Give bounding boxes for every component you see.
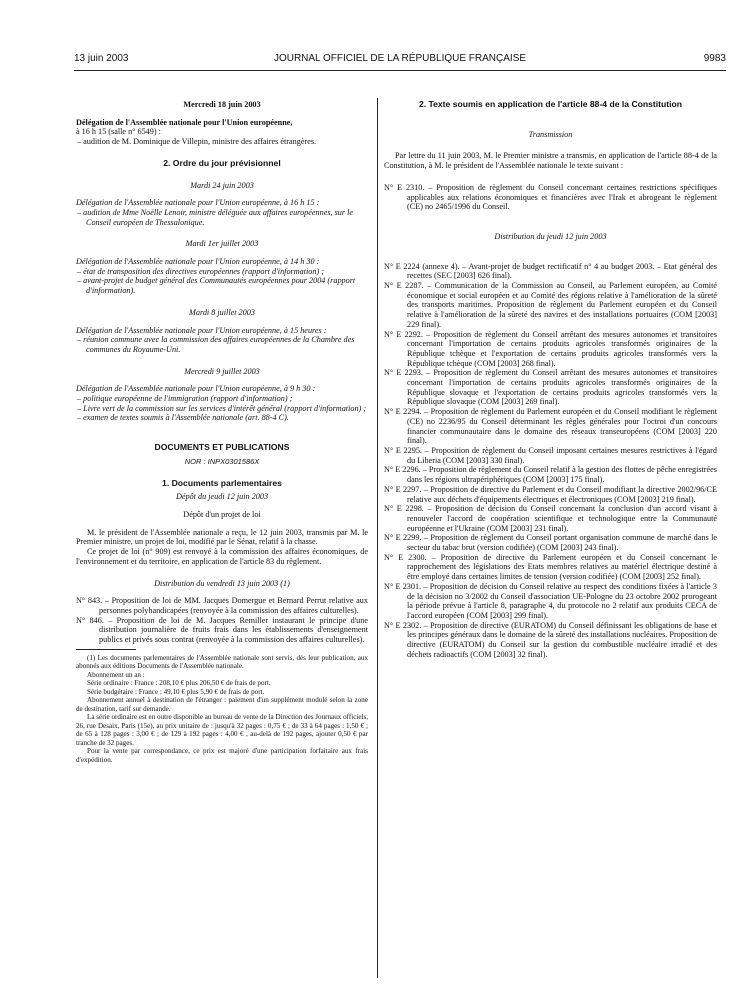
delegation-heading: Délégation de l'Assemblée nationale pour l'Union européenne, — [76, 117, 293, 127]
day-heading: Mercredi 18 juin 2003 — [183, 100, 261, 109]
paragraph: Ce projet de loi (n° 909) est renvoyé à la commission des affaires économiques, de l'environnement et du territoire, en application de l'article 83 du règlement. — [76, 547, 368, 566]
header-title: JOURNAL OFFICIEL DE LA RÉPUBLIQUE FRANÇAISE — [273, 53, 527, 64]
left-column — [76, 100, 368, 764]
depot-title: Dépôt d'un projet de loi — [183, 509, 261, 519]
document-entry: N° E 2299. – Proposition de règlement du Conseil portant organisation commune de marché dans le secteur du tabac brut (version codifiée) (COM [2003] 243 final). — [384, 533, 717, 553]
agenda-item: – politique européenne de l'immigration (rapport d'information) ; — [77, 394, 293, 404]
document-entry: N° E 2302. – Proposition de directive (EURATOM) du Conseil définissant les obligations de base et les principes généraux dans le domaine de la sûreté des installations nucléaires. Proposition de directive (EURATOM) du Conseil sur la gestion du combustible nucléaire irradié et des déchets radioactifs (COM [2003] 32 final). — [384, 620, 717, 659]
document-entry: N° 846. – Proposition de loi de M. Jacques Remiller instaurant le principe d'une distribution journalière de fruits frais dans les établissements d'enseignement publics et privés sous contrat (renvoyée à la commission des affaires culturelles). — [76, 615, 368, 645]
footnote: Abonnement un an : — [87, 670, 145, 679]
document-entry: N° E 2287. – Communication de la Commission au Conseil, au Parlement européen, au Comité économique et social européen et au Comité des régions relative à l'amélioration de la sûreté des transports maritimes. Proposition de règlement du Parlement européen et du Conseil relative à l'amélioration de la sûreté des navires et des installations portuaires (COM [2003] 229 final). — [384, 281, 717, 329]
documents-title: DOCUMENTS ET PUBLICATIONS — [154, 442, 290, 453]
header-rule — [74, 70, 726, 71]
distribution-date: Distribution du jeudi 12 juin 2003 — [494, 231, 607, 241]
right-column — [384, 100, 717, 659]
agenda-item: – état de transposition des directives européennes (rapport d'information) ; — [77, 266, 324, 276]
footnote: Pour la vente par correspondance, ce prix est majoré d'une participation forfaitaire aux frais d'expédition. — [76, 747, 368, 764]
document-entry: N° E 2224 (annexe 4). – Avant-projet de budget rectificatif n° 4 au budget 2003. – Etat général des recettes (SEC [2003] 626 final). — [384, 261, 717, 281]
delegation-heading: Délégation de l'Assemblée nationale pour l'Union européenne, à 14 h 30 : — [76, 257, 320, 267]
transmission-heading: Transmission — [528, 129, 573, 139]
section-title: 2. Texte soumis en application de l'article 88-4 de la Constitution — [418, 99, 683, 109]
delegation-heading: Délégation de l'Assemblée nationale pour l'Union européenne, à 16 h 15 : — [76, 198, 320, 208]
agenda-item: – audition de M. Dominique de Villepin, ministre des affaires étrangères. — [77, 137, 317, 147]
document-entry: N° E 2300. – Proposition de directive du Parlement européen et du Conseil concernant le rapprochement des législations des Etats membres relatives au matériel électrique destiné à être employé dans certaines limites de tension (version codifiée) (COM [2003] 252 final). — [384, 552, 717, 582]
footnote: La série ordinaire est en outre disponible au bureau de vente de la Direction des Journaux officiels, 26, rue Desaix, Paris (15e), au prix unitaire de : jusqu'à 32 pages : 0,75 € ; de 33 à 64 pages : 1,50 € ; de 65 à 128 pages : 3,00 € ; de 129 à 192 pages : 4,00 € , au-delà de 192 pages, ajouter 0,50 € par tranche de 32 pages. — [76, 713, 368, 747]
header-date: 13 juin 2003 — [74, 53, 129, 64]
section-title: 1. Documents parlementaires — [162, 477, 282, 488]
document-entry: N° E 2301. – Proposition de décision du Conseil relative au respect des conditions fixées à l'article 3 de la décision no 3/2002 du Conseil d'association UE-Pologne du 23 octobre 2002 prorogeant la période prévue à l'article 8, paragraphe 4, du protocole no 2 relatif aux produits CECA de l'accord européen (COM [2003] 299 final). — [384, 581, 717, 620]
agenda-item: – audition de Mme Noëlle Lenoir, ministre déléguée aux affaires européennes, sur le Conseil européen de Thessalonique. — [77, 207, 354, 227]
delegation-heading: Délégation de l'Assemblée nationale pour l'Union européenne, à 15 heures : — [76, 325, 327, 335]
footnote-rule — [76, 649, 136, 650]
document-entry: N° E 2298. – Proposition de décision du Conseil concernant la conclusion d'un accord visant à renouveler l'accord de coopération scientifique et technologique entre la Communauté européenne et l'Ukraine (COM [2003] 231 final). — [384, 504, 717, 533]
day-heading: Mardi 8 juillet 2003 — [189, 307, 255, 317]
footnote: Série ordinaire : France : 208,10 € plus 206,50 € de frais de port. — [87, 679, 271, 688]
footnote: Série budgétaire : France : 49,10 € plus 5,90 € de frais de port. — [87, 687, 265, 696]
document-entry: N° E 2292. – Proposition de règlement du Conseil arrêtant des mesures autonomes et transitoires concernant l'importation de certains produits agricoles transformés originaires de la République tchèque et l'exportation de certains produits agricoles transformés vers la République tchèque (COM [2003] 268 final). — [384, 329, 717, 368]
day-heading: Mardi 1er juillet 2003 — [185, 239, 259, 249]
document-entry: N° E 2296. – Proposition de règlement du Conseil relatif à la gestion des flottes de pêche enregistrées dans les régions ultrapériphériques (COM [2003] 175 final). — [384, 465, 717, 485]
document-entry: N° 843. – Proposition de loi de MM. Jacques Domergue et Bernard Perrut relative aux personnes polyhandicapées (renvoyée à la commission des affaires culturelles). — [76, 596, 368, 615]
paragraph: M. le président de l'Assemblée nationale a reçu, le 12 juin 2003, transmis par M. le Premier ministre, un projet de loi, modifié par le Sénat, relatif à la chasse. — [76, 527, 368, 547]
document-entry: N° E 2310. – Proposition de règlement du Conseil concernant certaines restrictions spécifiques applicables aux relations économiques et financières avec l'Irak et abrogeant le règlement (CE) no 2465/1996 du Conseil. — [384, 182, 717, 212]
header-page-number: 9983 — [703, 53, 726, 64]
delegation-heading: Délégation de l'Assemblée nationale pour l'Union européenne, à 9 h 30 : — [76, 384, 316, 394]
day-heading: Mercredi 9 juillet 2003 — [184, 366, 260, 376]
meeting-time: à 16 h 15 (salle n° 6549) : — [76, 127, 161, 137]
footnote: Abonnement annuel à destination de l'étranger : paiement d'un supplément modulé selon la zone de destination, tarif sur demande. — [76, 696, 368, 713]
paragraph: Par lettre du 11 juin 2003, M. le Premier ministre a transmis, en application de l'article 88-4 de la Constitution, à M. le président de l'Assemblée nationale le texte suivant : — [384, 151, 717, 171]
nor-reference: NOR : INPX0301586X — [184, 456, 260, 466]
footnote: (1) Les documents parlementaires de l'Assemblée nationale sont servis, dès leur publication, aux abonnés aux éditions Documents de l'Assemblée nationale. — [76, 653, 368, 671]
document-entry: N° E 2295. – Proposition de règlement du Conseil imposant certaines mesures restrictives à l'égard du Liberia (COM [2003] 330 final). — [384, 445, 717, 465]
page-header — [74, 53, 726, 69]
document-entry: N° E 2293. – Proposition de règlement du Conseil arrêtant des mesures autonomes et transitoires concernant l'importation de certains produits agricoles transformés originaires de la République slovaque et l'exportation de certains produits agricoles transformés vers la République slovaque (COM [2003] 269 final). — [384, 368, 717, 407]
agenda-item: – examen de textes soumis à l'Assemblée nationale (art. 88-4 C). — [77, 413, 289, 423]
agenda-item: – réunion commune avec la commission des affaires européennes de la Chambre des communes du Royaume-Uni. — [77, 335, 355, 354]
document-entry: N° E 2294. – Proposition de règlement du Parlement européen et du Conseil modifiant le règlement (CE) no 2236/95 du Conseil déterminant les règles générales pour l'octroi d'un concours financier communautaire dans le domaine des réseaux transeuropéens (COM [2003] 220 final). — [384, 407, 717, 446]
depot-date: Dépôt du jeudi 12 juin 2003 — [175, 492, 269, 502]
day-heading: Mardi 24 juin 2003 — [190, 180, 254, 190]
distribution-date: Distribution du vendredi 13 juin 2003 (1) — [154, 578, 290, 588]
agenda-item: – Livre vert de la commission sur les services d'intérêt général (rapport d'information) ; — [77, 403, 367, 413]
column-divider — [377, 98, 378, 978]
section-title: 2. Ordre du jour prévisionnel — [163, 157, 281, 168]
agenda-item: – avant-projet de budget général des Communautés européennes pour 2004 (rapport d'information). — [77, 276, 356, 296]
document-entry: N° E 2297. – Proposition de directive du Parlement et du Conseil modifiant la directive 2002/96/CE relative aux déchets d'équipements électriques et électroniques (COM [2003] 219 final). — [384, 484, 717, 504]
